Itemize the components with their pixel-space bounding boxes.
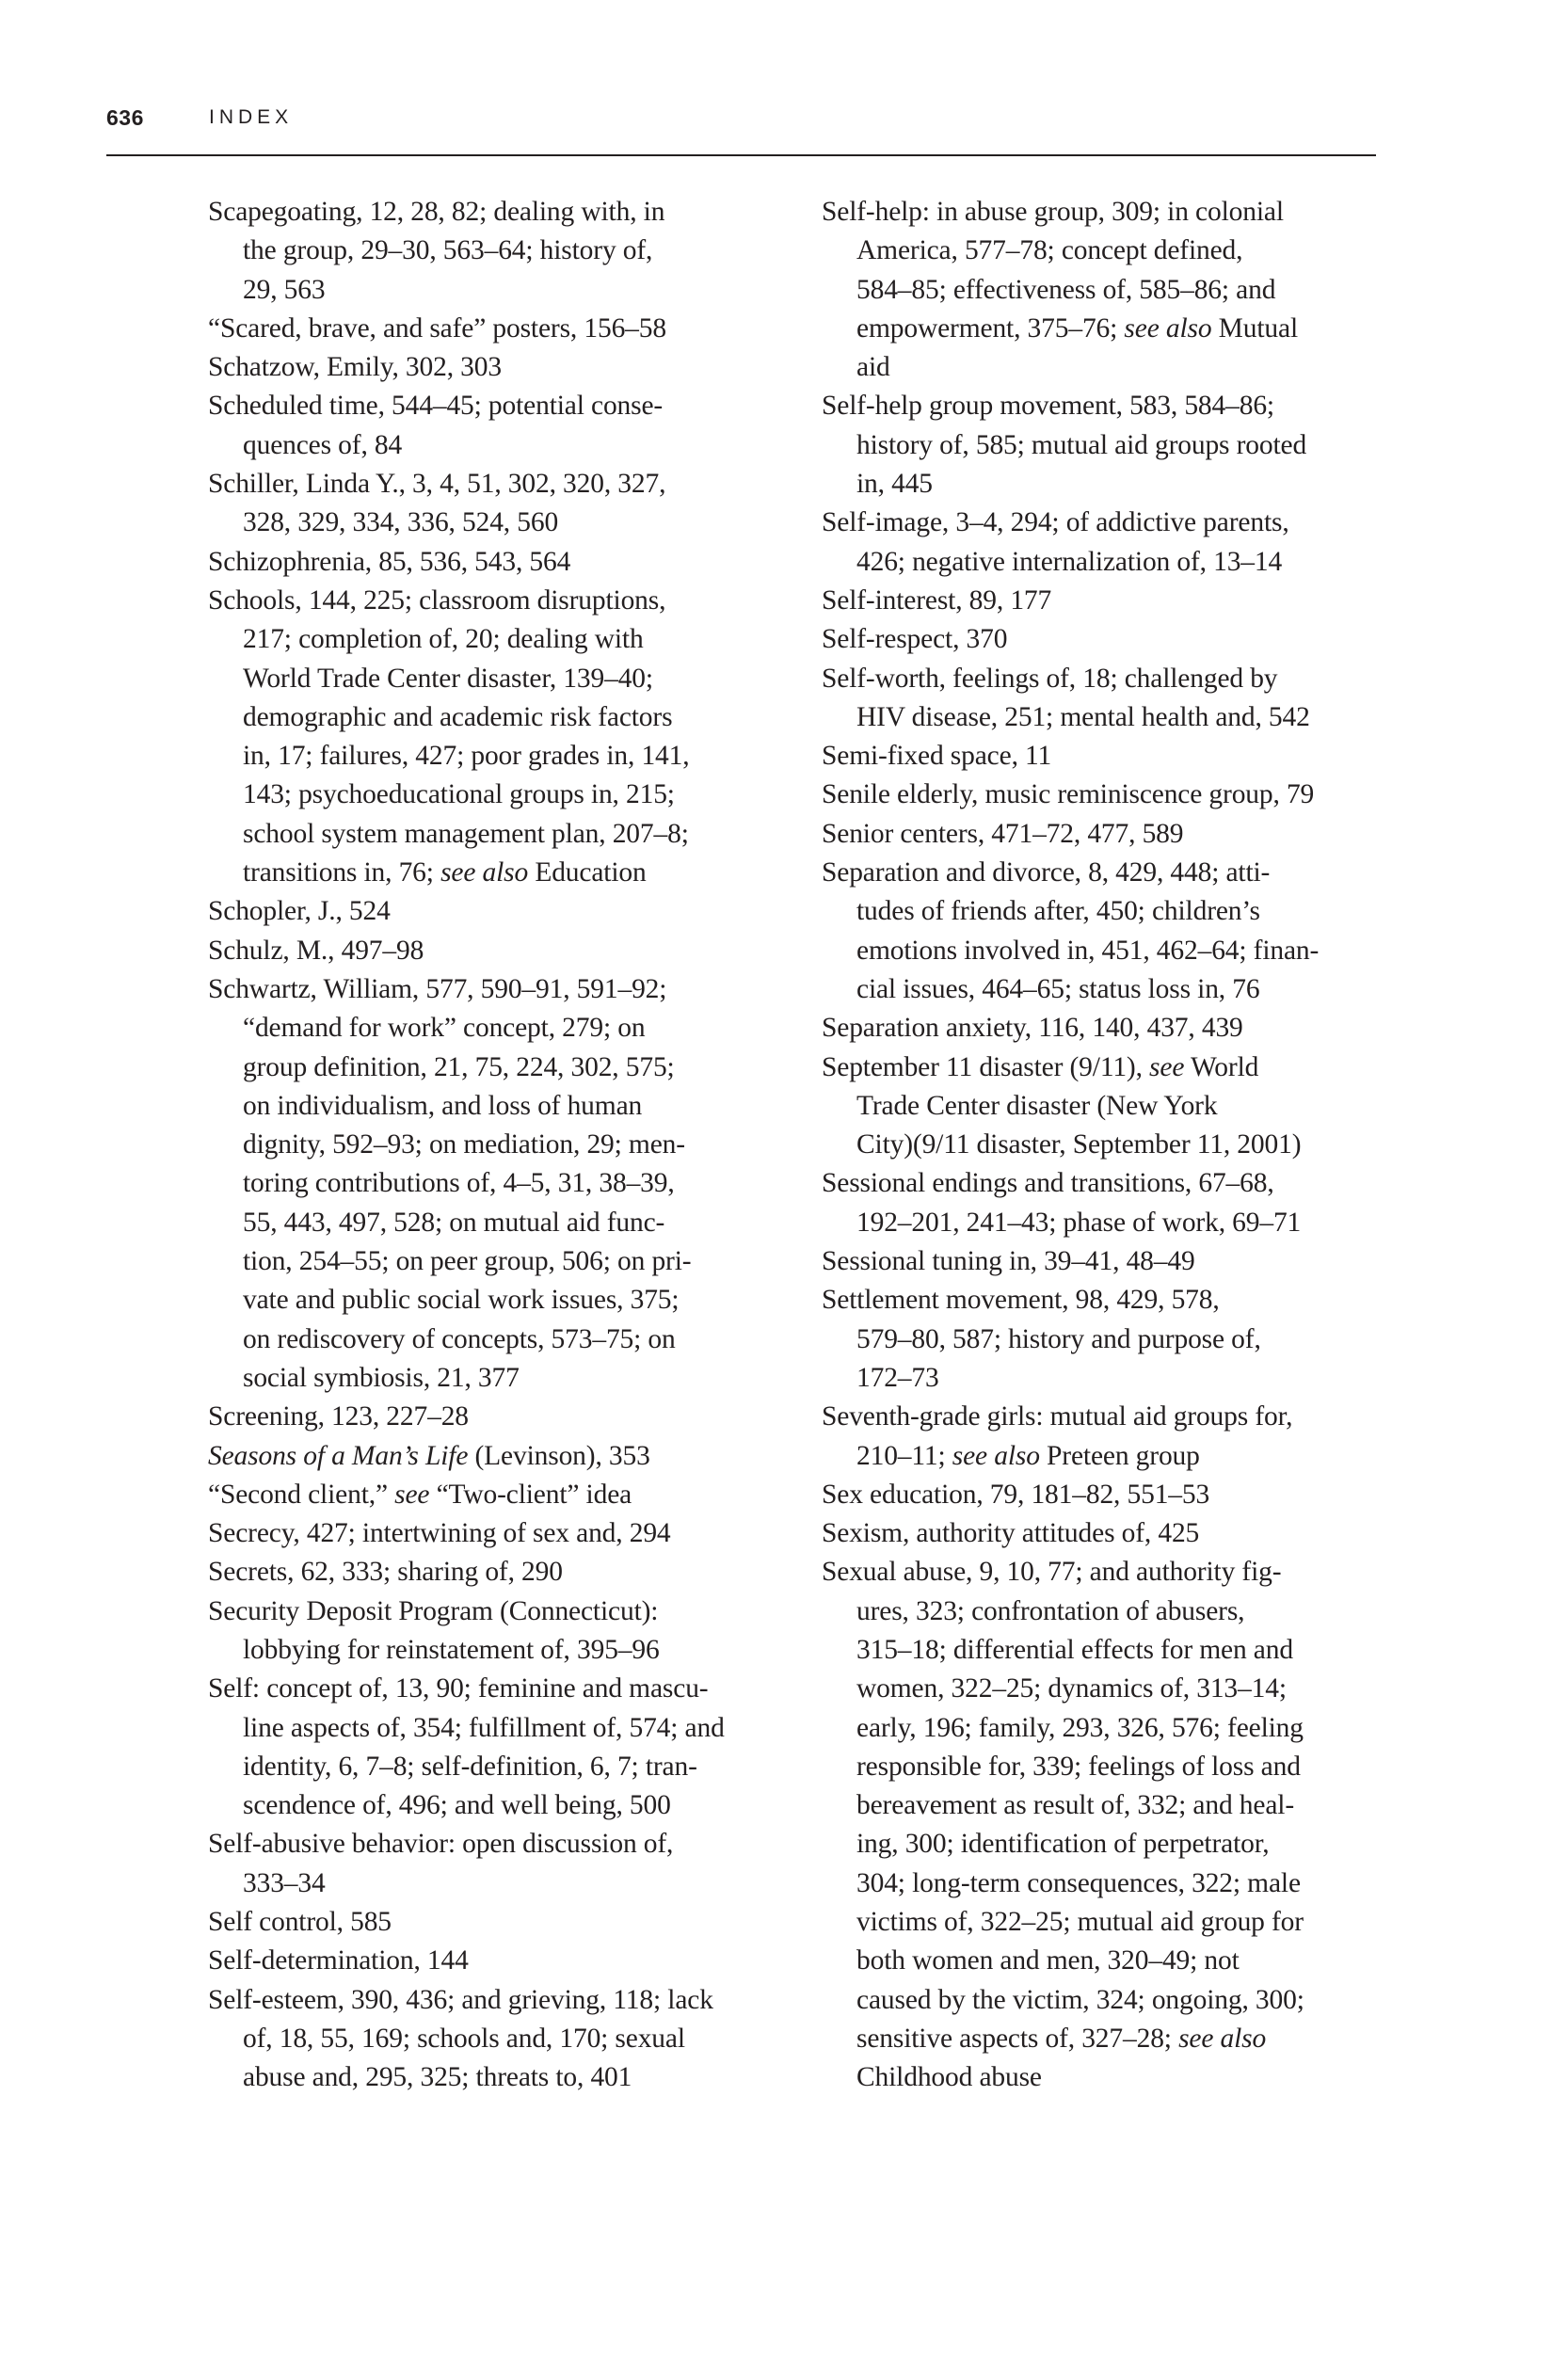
entry-text: Separation and divorce, 8, 429, 448; atti- (822, 857, 1271, 888)
entry-continuation-line (208, 854, 782, 892)
index-entry (822, 582, 1396, 620)
entry-text: Preteen group (1039, 1440, 1200, 1471)
entry-text: 304; long-term consequences, 322; male (856, 1867, 1301, 1898)
entry-continuation-line (208, 1126, 782, 1164)
entry-text: sensitive aspects of, 327–28; (856, 2023, 1179, 2054)
index-entry (822, 1514, 1396, 1553)
index-entry (822, 1398, 1396, 1476)
entry-continuation-line (822, 1864, 1396, 1903)
italic-text: see also (1124, 312, 1212, 344)
entry-text: quences of, 84 (243, 429, 403, 460)
entry-heading-line (822, 1048, 1396, 1087)
entry-text: 192–201, 241–43; phase of work, 69–71 (856, 1207, 1302, 1238)
entry-text: Schulz, M., 497–98 (208, 935, 424, 966)
entry-text: 143; psychoeducational groups in, 215; (243, 779, 675, 810)
index-entry (208, 1903, 782, 1942)
entry-text: Self-image, 3–4, 294; of addictive parents, (822, 507, 1289, 538)
entry-continuation-line (822, 1592, 1396, 1631)
entry-text: 579–80, 587; history and purpose of, (856, 1323, 1261, 1354)
entry-continuation-line (208, 1359, 782, 1398)
entry-text: abuse and, 295, 325; threats to, 401 (243, 2062, 632, 2093)
entry-text: Senior centers, 471–72, 477, 589 (822, 818, 1184, 849)
entry-heading-line (822, 1514, 1396, 1553)
index-entry (822, 776, 1396, 814)
index-entry (822, 1476, 1396, 1514)
entry-heading-line (208, 543, 782, 582)
entry-continuation-line (208, 1048, 782, 1087)
index-entry (208, 1437, 782, 1476)
entry-text: Self-interest, 89, 177 (822, 584, 1052, 616)
section-title: INDEX (209, 106, 294, 128)
entry-heading-line (822, 1553, 1396, 1592)
entry-text: empowerment, 375–76; (856, 312, 1125, 344)
index-entry (208, 1553, 782, 1592)
entry-text: Self control, 585 (208, 1907, 392, 1938)
entry-text: Sex education, 79, 181–82, 551–53 (822, 1479, 1210, 1510)
entry-text: transitions in, 76; (243, 857, 441, 888)
italic-text: see (1149, 1051, 1185, 1082)
entry-heading-line (822, 660, 1396, 698)
index-entry (822, 737, 1396, 776)
entry-continuation-line (208, 1009, 782, 1048)
entry-continuation-line (822, 1087, 1396, 1126)
entry-text: early, 196; family, 293, 326, 576; feeling (856, 1712, 1304, 1743)
entry-continuation-line (208, 1204, 782, 1242)
entry-continuation-line (208, 698, 782, 737)
entry-text: of, 18, 55, 169; schools and, 170; sexual (243, 2023, 685, 2054)
entry-text: “Two-client” idea (429, 1479, 632, 1510)
entry-text: on individualism, and loss of human (243, 1090, 643, 1121)
italic-text: see also (1178, 2023, 1267, 2054)
entry-continuation-line (822, 970, 1396, 1009)
index-entry (208, 892, 782, 931)
entry-heading-line (208, 1476, 782, 1514)
entry-continuation-line (822, 465, 1396, 504)
entry-continuation-line (822, 2020, 1396, 2058)
entry-continuation-line (208, 737, 782, 776)
entry-heading-line (822, 1476, 1396, 1514)
entry-continuation-line (208, 1864, 782, 1903)
entry-text: 29, 563 (243, 274, 326, 305)
italic-text: see also (440, 857, 529, 888)
entry-heading-line (208, 348, 782, 387)
entry-text: Screening, 123, 227–28 (208, 1401, 469, 1432)
entry-continuation-line (822, 932, 1396, 970)
entry-text: cial issues, 464–65; status loss in, 76 (856, 973, 1260, 1004)
entry-text: both women and men, 320–49; not (856, 1945, 1240, 1976)
entry-heading-line (822, 1009, 1396, 1048)
entry-text: Self-help group movement, 583, 584–86; (822, 391, 1274, 422)
entry-text: scendence of, 496; and well being, 500 (243, 1790, 671, 1821)
entry-heading-line (208, 1825, 782, 1864)
entry-text: Secrecy, 427; intertwining of sex and, 294 (208, 1518, 671, 1549)
entry-text: ures, 323; confrontation of abusers, (856, 1595, 1245, 1626)
entry-heading-line (208, 582, 782, 620)
entry-continuation-line (208, 2020, 782, 2058)
index-entry (822, 387, 1396, 504)
entry-text: bereavement as result of, 332; and heal- (856, 1790, 1294, 1821)
index-entry (822, 854, 1396, 1009)
entry-text: Self-respect, 370 (822, 624, 1008, 655)
entry-heading-line (822, 1398, 1396, 1436)
entry-continuation-line (822, 698, 1396, 737)
entry-heading-line (822, 1281, 1396, 1320)
index-entry (208, 582, 782, 892)
entry-text: “demand for work” concept, 279; on (243, 1013, 646, 1044)
entry-text: Self-help: in abuse group, 309; in colonial (822, 197, 1284, 227)
entry-text: (Levinson), 353 (468, 1440, 650, 1471)
index-entry (822, 1009, 1396, 1048)
entry-continuation-line (822, 1126, 1396, 1164)
entry-heading-line (822, 854, 1396, 892)
entry-text: 328, 329, 334, 336, 524, 560 (243, 507, 559, 538)
entry-heading-line (208, 465, 782, 504)
entry-text: Schools, 144, 225; classroom disruptions, (208, 584, 666, 616)
page-number: 636 (106, 105, 144, 130)
entry-text: 210–11; (856, 1440, 952, 1471)
entry-continuation-line (208, 1164, 782, 1203)
entry-text: on rediscovery of concepts, 573–75; on (243, 1323, 676, 1354)
entry-continuation-line (208, 1631, 782, 1670)
entry-heading-line (822, 1164, 1396, 1203)
entry-text: aid (856, 352, 890, 383)
entry-text: line aspects of, 354; fulfillment of, 574; and (243, 1712, 725, 1743)
entry-continuation-line (822, 1942, 1396, 1980)
entry-text: history of, 585; mutual aid groups rooted (856, 429, 1307, 460)
index-entry (208, 1592, 782, 1671)
entry-continuation-line (208, 1748, 782, 1786)
entry-heading-line (208, 1670, 782, 1708)
index-entry (822, 620, 1396, 659)
entry-text: Separation anxiety, 116, 140, 437, 439 (822, 1013, 1243, 1044)
entry-text: lobbying for reinstatement of, 395–96 (243, 1634, 660, 1665)
entry-continuation-line (822, 1359, 1396, 1398)
entry-text: Childhood abuse (856, 2062, 1042, 2093)
entry-heading-line (822, 737, 1396, 776)
entry-heading-line (208, 1942, 782, 1980)
entry-continuation-line (822, 271, 1396, 310)
entry-continuation-line (822, 1748, 1396, 1786)
entry-text: responsible for, 339; feelings of loss and (856, 1751, 1301, 1782)
entry-text: Self: concept of, 13, 90; feminine and mascu- (208, 1673, 709, 1704)
entry-continuation-line (822, 232, 1396, 270)
entry-continuation-line (822, 1670, 1396, 1708)
italic-text: see (394, 1479, 430, 1510)
entry-text: Scapegoating, 12, 28, 82; dealing with, in (208, 197, 665, 227)
entry-continuation-line (822, 1631, 1396, 1670)
entry-text: emotions involved in, 451, 462–64; finan- (856, 935, 1320, 966)
entry-text: Self-worth, feelings of, 18; challenged by (822, 663, 1278, 694)
entry-text: identity, 6, 7–8; self-definition, 6, 7; tran- (243, 1751, 697, 1782)
entry-text: Schiller, Linda Y., 3, 4, 51, 302, 320, 327, (208, 469, 666, 500)
index-entry (208, 193, 782, 310)
index-entry (208, 932, 782, 970)
index-entry (822, 815, 1396, 854)
entry-text: in, 17; failures, 427; poor grades in, 141, (243, 741, 690, 772)
entry-text: Mutual (1211, 312, 1298, 344)
entry-heading-line (822, 1242, 1396, 1281)
italic-text: see also (952, 1440, 1040, 1471)
index-entry (208, 1476, 782, 1514)
entry-continuation-line (208, 1786, 782, 1825)
entry-continuation-line (822, 892, 1396, 931)
entry-text: 333–34 (243, 1867, 326, 1898)
entry-continuation-line (822, 1903, 1396, 1942)
entry-continuation-line (208, 620, 782, 659)
entry-continuation-line (208, 660, 782, 698)
index-entry (208, 1981, 782, 2098)
entry-text: Semi-fixed space, 11 (822, 741, 1052, 772)
entry-heading-line (208, 892, 782, 931)
index-entry (822, 1281, 1396, 1398)
entry-text: tion, 254–55; on peer group, 506; on pri- (243, 1246, 692, 1277)
italic-text: Seasons of a Man’s Life (208, 1440, 469, 1471)
entry-text: Schizophrenia, 85, 536, 543, 564 (208, 546, 571, 577)
entry-heading-line (208, 310, 782, 348)
entry-text: group definition, 21, 75, 224, 302, 575; (243, 1051, 675, 1082)
index-entry (208, 387, 782, 465)
entry-continuation-line (208, 1709, 782, 1748)
entry-continuation-line (822, 426, 1396, 465)
entry-text: September 11 disaster (9/11), (822, 1051, 1150, 1082)
entry-text: 315–18; differential effects for men and (856, 1634, 1293, 1665)
entry-continuation-line (208, 815, 782, 854)
entry-continuation-line (822, 1437, 1396, 1476)
entry-text: Schatzow, Emily, 302, 303 (208, 352, 502, 383)
entry-text: Schwartz, William, 577, 590–91, 591–92; (208, 973, 667, 1004)
index-entry (822, 193, 1396, 387)
index-entry (208, 465, 782, 543)
entry-text: tudes of friends after, 450; children’s (856, 896, 1260, 927)
entry-heading-line (208, 1514, 782, 1553)
entry-text: 217; completion of, 20; dealing with (243, 624, 644, 655)
entry-text: World Trade Center disaster, 139–40; (243, 663, 653, 694)
entry-text: Sexual abuse, 9, 10, 77; and authority fig- (822, 1557, 1282, 1588)
entry-heading-line (208, 1553, 782, 1592)
entry-text: social symbiosis, 21, 377 (243, 1362, 520, 1393)
entry-text: ing, 300; identification of perpetrator, (856, 1829, 1270, 1860)
index-entry (208, 1398, 782, 1436)
entry-text: 584–85; effectiveness of, 585–86; and (856, 274, 1276, 305)
entry-text: Security Deposit Program (Connecticut): (208, 1595, 659, 1626)
entry-heading-line (822, 387, 1396, 425)
entry-continuation-line (208, 232, 782, 270)
entry-continuation-line (822, 1204, 1396, 1242)
entry-text: Secrets, 62, 333; sharing of, 290 (208, 1557, 563, 1588)
entry-continuation-line (208, 271, 782, 310)
entry-text: Seventh-grade girls: mutual aid groups for, (822, 1401, 1293, 1432)
entry-heading-line (822, 620, 1396, 659)
index-entry (822, 504, 1396, 582)
index-entry (822, 1164, 1396, 1242)
entry-continuation-line (822, 543, 1396, 582)
index-entry (208, 1514, 782, 1553)
entry-heading-line (208, 1398, 782, 1436)
entry-continuation-line (822, 1320, 1396, 1359)
entry-text: women, 322–25; dynamics of, 313–14; (856, 1673, 1287, 1704)
index-entry (822, 1048, 1396, 1165)
entry-text: Settlement movement, 98, 429, 578, (822, 1285, 1220, 1316)
index-entry (822, 1553, 1396, 2097)
entry-continuation-line (208, 504, 782, 542)
entry-text: Self-determination, 144 (208, 1945, 469, 1976)
entry-heading-line (208, 193, 782, 232)
entry-continuation-line (208, 776, 782, 814)
entry-text: Senile elderly, music reminiscence group, 79 (822, 779, 1315, 810)
entry-text: victims of, 322–25; mutual aid group for (856, 1907, 1304, 1938)
entry-heading-line (822, 815, 1396, 854)
entry-continuation-line (208, 426, 782, 465)
entry-heading-line (208, 1903, 782, 1942)
entry-text: Education (528, 857, 647, 888)
entry-heading-line (822, 776, 1396, 814)
entry-text: America, 577–78; concept defined, (856, 235, 1243, 266)
entry-continuation-line (822, 1981, 1396, 2020)
entry-heading-line (208, 1981, 782, 2020)
entry-text: Sessional endings and transitions, 67–68, (822, 1168, 1274, 1199)
entry-text: 55, 443, 497, 528; on mutual aid func- (243, 1207, 665, 1238)
entry-text: Self-abusive behavior: open discussion of, (208, 1829, 674, 1860)
index-entry (208, 1670, 782, 1825)
entry-text: HIV disease, 251; mental health and, 542 (856, 701, 1310, 732)
entry-continuation-line (208, 2058, 782, 2097)
index-entry (822, 660, 1396, 738)
index-entry (208, 1825, 782, 1903)
entry-continuation-line (822, 310, 1396, 348)
entry-text: dignity, 592–93; on mediation, 29; men- (243, 1129, 685, 1160)
index-entry (822, 1242, 1396, 1281)
entry-text: “Second client,” (208, 1479, 395, 1510)
entry-continuation-line (208, 1281, 782, 1320)
entry-continuation-line (822, 1709, 1396, 1748)
entry-text: Schopler, J., 524 (208, 896, 391, 927)
index-entry (208, 1942, 782, 1980)
entry-text: City)(9/11 disaster, September 11, 2001) (856, 1129, 1302, 1160)
entry-heading-line (822, 504, 1396, 542)
entry-text: Sessional tuning in, 39–41, 48–49 (822, 1246, 1195, 1277)
entry-continuation-line (208, 1087, 782, 1126)
entry-text: Scheduled time, 544–45; potential conse- (208, 391, 664, 422)
entry-heading-line (208, 970, 782, 1009)
entry-heading-line (208, 932, 782, 970)
entry-heading-line (208, 1437, 782, 1476)
index-column-right (822, 193, 1396, 2098)
index-entry (208, 543, 782, 582)
entry-text: in, 445 (856, 469, 933, 500)
entry-continuation-line (822, 1786, 1396, 1825)
entry-continuation-line (208, 1320, 782, 1359)
entry-heading-line (208, 387, 782, 425)
entry-continuation-line (822, 1825, 1396, 1864)
entry-text: 172–73 (856, 1362, 939, 1393)
entry-text: World (1184, 1051, 1259, 1082)
entry-heading-line (822, 582, 1396, 620)
entry-text: Trade Center disaster (New York (856, 1090, 1218, 1121)
entry-text: caused by the victim, 324; ongoing, 300; (856, 1984, 1304, 2015)
entry-text: Self-esteem, 390, 436; and grieving, 118; lack (208, 1984, 713, 2015)
entry-text: 426; negative internalization of, 13–14 (856, 546, 1283, 577)
header-rule (106, 154, 1376, 156)
entry-continuation-line (822, 348, 1396, 387)
entry-text: Sexism, authority attitudes of, 425 (822, 1518, 1200, 1549)
entry-text: demographic and academic risk factors (243, 701, 673, 732)
entry-heading-line (822, 193, 1396, 232)
entry-text: school system management plan, 207–8; (243, 818, 689, 849)
entry-continuation-line (208, 1242, 782, 1281)
entry-continuation-line (822, 2058, 1396, 2097)
index-entry (208, 970, 782, 1398)
entry-text: toring contributions of, 4–5, 31, 38–39, (243, 1168, 675, 1199)
entry-text: vate and public social work issues, 375; (243, 1285, 680, 1316)
entry-heading-line (208, 1592, 782, 1631)
index-entry (208, 310, 782, 348)
entry-text: “Scared, brave, and safe” posters, 156–58 (208, 312, 666, 344)
entry-text: the group, 29–30, 563–64; history of, (243, 235, 653, 266)
index-column-left (208, 193, 782, 2098)
index-entry (208, 348, 782, 387)
